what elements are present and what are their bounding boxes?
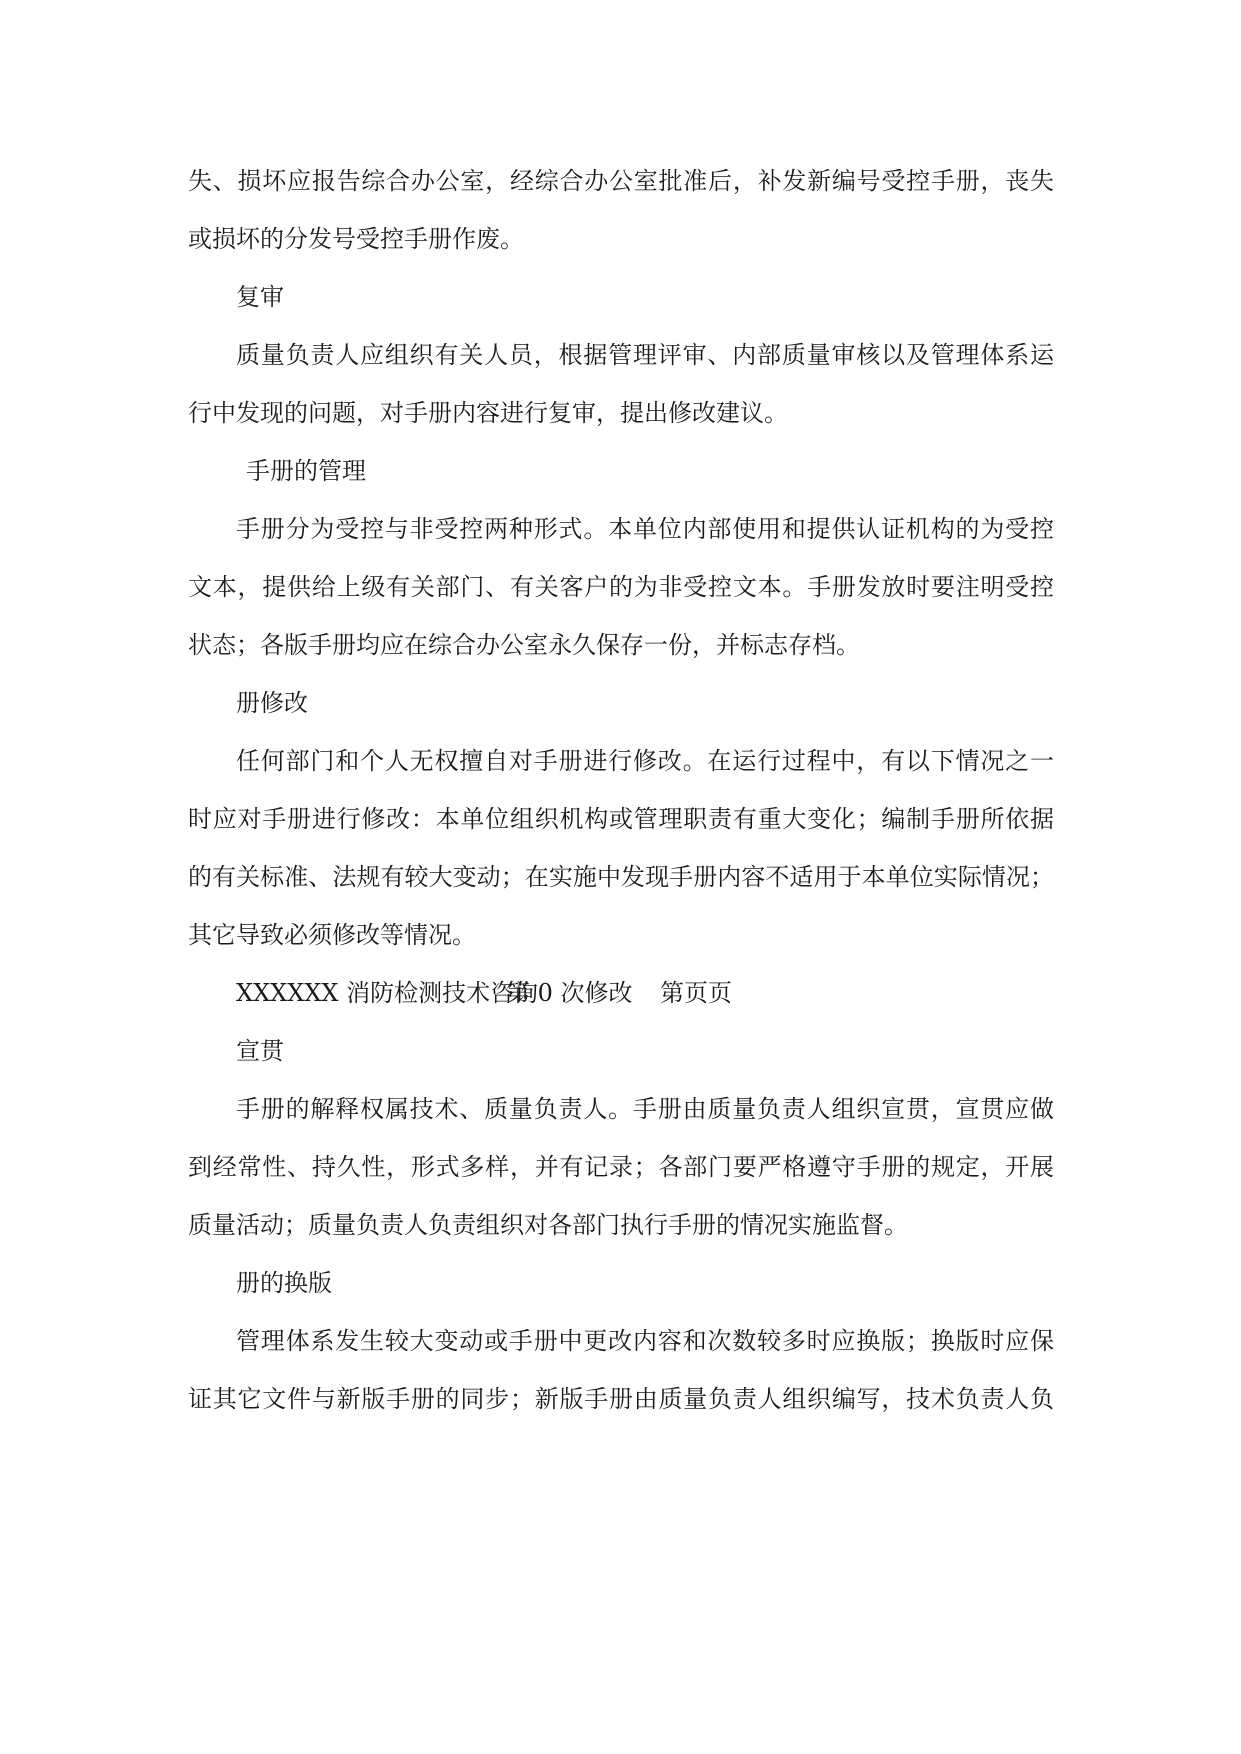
section-heading: 宣贯	[236, 1037, 284, 1065]
paragraph-line: 手册的解释权属技术、质量负责人。手册由质量负责人组织宣贯，宣贯应做	[236, 1095, 1054, 1123]
paragraph-line: 质量活动；质量负责人负责组织对各部门执行手册的情况实施监督。	[188, 1211, 908, 1239]
section-heading: 复审	[236, 283, 284, 311]
paragraph-line: 时应对手册进行修改：本单位组织机构或管理职责有重大变化；编制手册所依据	[188, 805, 1054, 833]
paragraph-line: 的有关标准、法规有较大变动；在实施中发现手册内容不适用于本单位实际情况；	[188, 863, 1054, 891]
paragraph-line: 或损坏的分发号受控手册作废。	[188, 225, 524, 253]
paragraph-line: 任何部门和个人无权擅自对手册进行修改。在运行过程中，有以下情况之一	[236, 747, 1054, 775]
paragraph-line: 质量负责人应组织有关人员，根据管理评审、内部质量审核以及管理体系运	[236, 341, 1054, 369]
page-footer	[236, 977, 796, 1009]
footer-company: XXXXXX 消防检测技术咨询	[236, 979, 539, 1007]
paragraph-line: 文本，提供给上级有关部门、有关客户的为非受控文本。手册发放时要注明受控	[188, 573, 1054, 601]
paragraph-line: 管理体系发生较大变动或手册中更改内容和次数较多时应换版；换版时应保	[236, 1327, 1054, 1355]
paragraph-line: 手册分为受控与非受控两种形式。本单位内部使用和提供认证机构的为受控	[236, 515, 1054, 543]
paragraph-line: 其它导致必须修改等情况。	[188, 921, 476, 949]
paragraph-line: 失、损坏应报告综合办公室，经综合办公室批准后，补发新编号受控手册，丧失	[188, 167, 1054, 195]
footer-revision: 第 0 次修改	[506, 979, 633, 1007]
section-heading: 册的换版	[236, 1269, 332, 1297]
section-heading: 手册的管理	[246, 457, 366, 485]
paragraph-line: 行中发现的问题，对手册内容进行复审，提出修改建议。	[188, 399, 788, 427]
paragraph-line: 状态；各版手册均应在综合办公室永久保存一份，并标志存档。	[188, 631, 860, 659]
section-heading: 册修改	[236, 689, 308, 717]
paragraph-line: 证其它文件与新版手册的同步；新版手册由质量负责人组织编写，技术负责人负	[188, 1385, 1054, 1413]
paragraph-line: 到经常性、持久性，形式多样，并有记录；各部门要严格遵守手册的规定，开展	[188, 1153, 1054, 1181]
footer-page-number: 第页页	[660, 979, 732, 1007]
